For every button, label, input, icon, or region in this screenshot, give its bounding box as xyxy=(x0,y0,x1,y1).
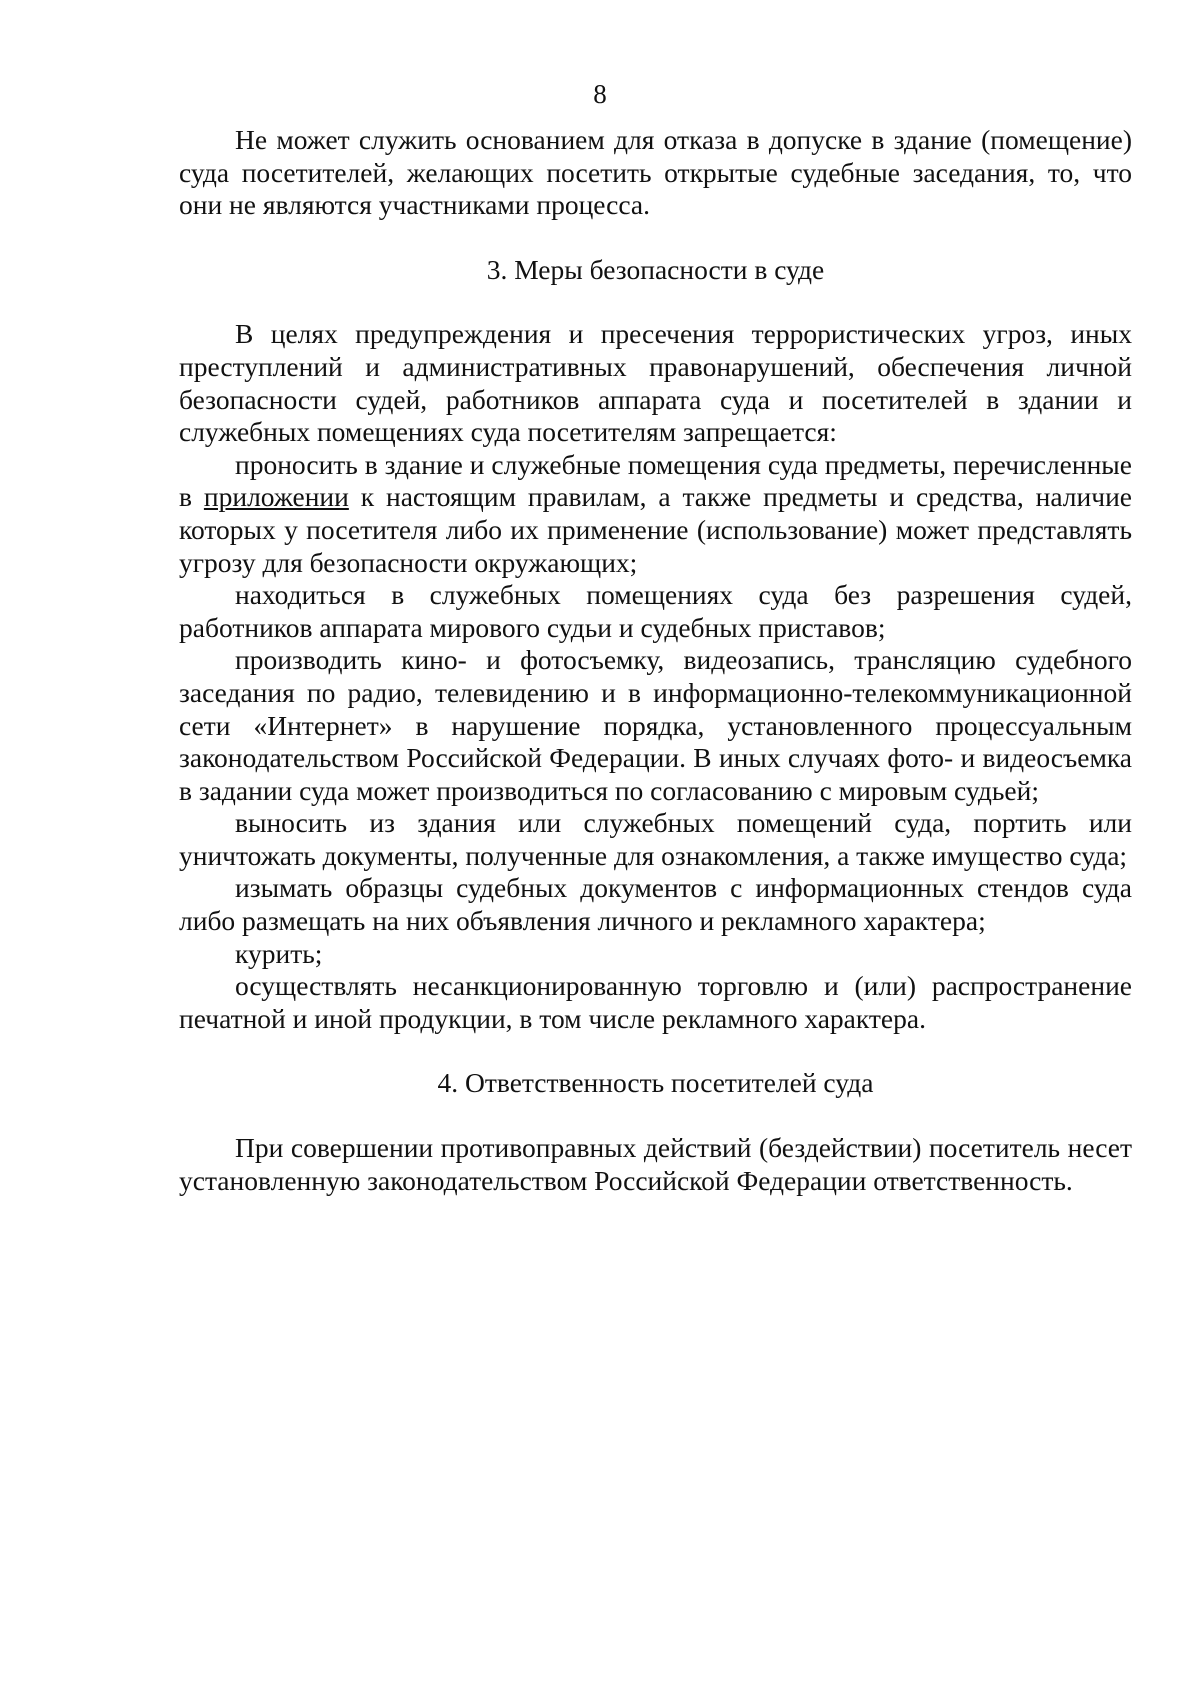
prohibition-item-1-text-start: проносить в здание и служебные помещения суда предметы, перечисленные в xyxy=(179,448,1132,513)
intro-paragraph: Не может служить основанием для отказа в допуске в здание (помещение) суда посетителей, желающих посетить открытые судебные заседания, то, что они не являются участниками процесса. xyxy=(179,124,1132,221)
section-3-heading: 3. Меры безопасности в суде xyxy=(486,253,825,285)
document-body xyxy=(179,124,1132,1197)
prohibition-item-4: выносить из здания или служебных помещений суда, портить или уничтожать документы, полученные для ознакомления, а также имущество суда; xyxy=(179,807,1132,871)
prohibition-item-3: производить кино- и фотосъемку, видеозапись, трансляцию судебного заседания по радио, телевидению и в информационно-телекоммуникационной сети «Интернет» в нарушение порядка, установленного процессуальным законодательством Российской Федерации. В иных случаях фото- и видеосъемка в задании суда может производиться по согласованию с мировым судьей; xyxy=(179,644,1132,806)
prohibition-item-5: изымать образцы судебных документов с информационных стендов суда либо размещать на них объявления личного и рекламного характера; xyxy=(179,872,1132,937)
appendix-link[interactable]: приложении xyxy=(203,481,349,513)
prohibition-item-6: курить; xyxy=(235,937,323,969)
section-4-heading: 4. Ответственность посетителей суда xyxy=(437,1067,874,1099)
section-4-paragraph: При совершении противоправных действий (бездействии) посетитель несет установленную законодательством Российской Федерации ответственность. xyxy=(179,1132,1132,1196)
prohibition-item-7: осуществлять несанкционированную торговлю и (или) распространение печатной и иной продукции, в том числе рекламного характера. xyxy=(179,970,1132,1034)
prohibition-item-2: находиться в служебных помещениях суда без разрешения судей, работников аппарата мирового судьи и судебных приставов; xyxy=(179,579,1132,643)
prohibition-item-1-text-end: к настоящим правилам, а также предметы и средства, наличие которых у посетителя либо их применение (использование) может представлять угрозу для безопасности окружающих; xyxy=(179,481,1132,578)
prohibition-item-1 xyxy=(179,449,1132,579)
section-3-lead-paragraph: В целях предупреждения и пресечения террористических угроз, иных преступлений и административных правонарушений, обеспечения личной безопасности судей, работников аппарата суда и посетителей в здании и служебных помещениях суда посетителям запрещается: xyxy=(179,318,1132,448)
page-number: 8 xyxy=(593,79,607,109)
